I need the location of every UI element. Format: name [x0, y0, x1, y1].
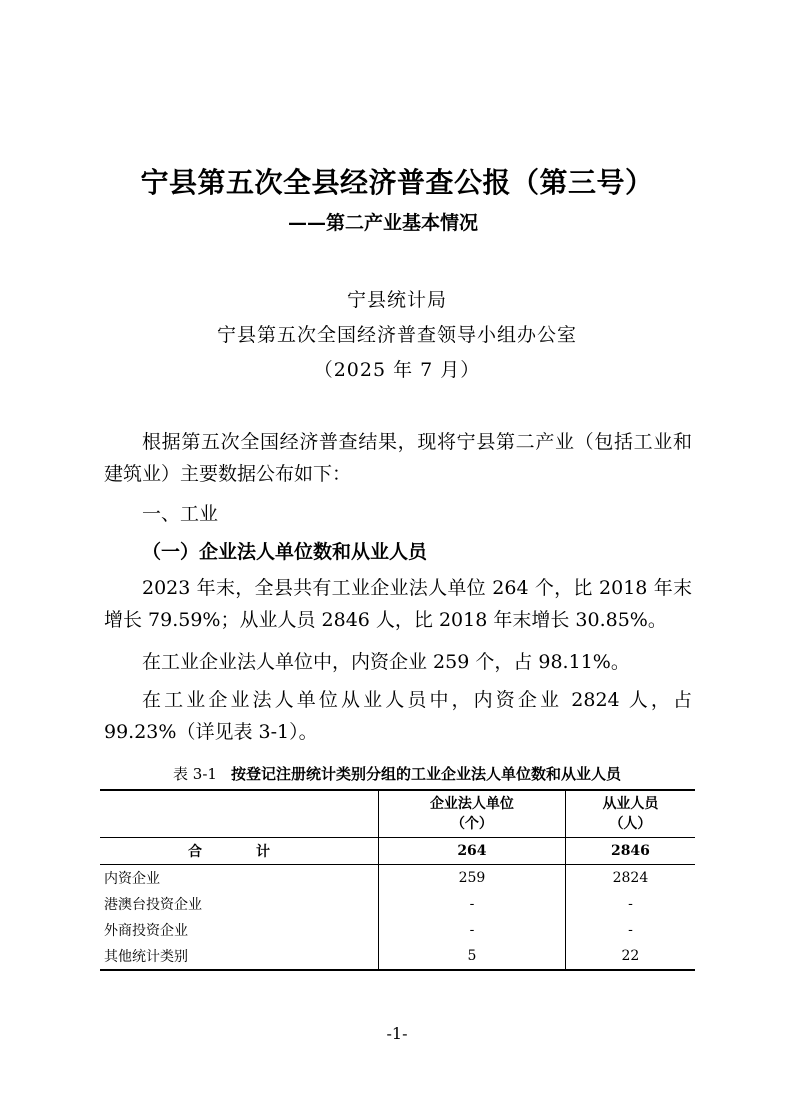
table-row — [100, 917, 695, 943]
section-heading-industry: 一、工业 — [142, 503, 219, 525]
table-row — [100, 943, 695, 970]
table-caption-text: 按登记注册统计类别分组的工业企业法人单位数和从业人员 — [230, 765, 621, 783]
table-cell-label: 其他统计类别 — [100, 943, 379, 970]
issuer-census-office: 宁县第五次全国经济普查领导小组办公室 — [216, 324, 577, 346]
table-cell-label: 港澳台投资企业 — [104, 897, 202, 913]
table-cell-employees: - — [565, 891, 695, 917]
table-cell-label: 合 计 — [100, 838, 379, 865]
issuer-statistics-bureau: 宁县统计局 — [346, 289, 447, 311]
intro-paragraph: 根据第五次全国经济普查结果，现将宁县第二产业（包括工业和建筑业）主要数据公布如下： — [104, 431, 692, 485]
table-cell-employees: 2846 — [565, 838, 695, 865]
table-cell-label: 外商投资企业 — [104, 923, 188, 939]
page-subtitle: ——第二产业基本情况 — [288, 212, 479, 234]
paragraph-domestic-employees: 在工业企业法人单位从业人员中，内资企业 2824 人，占 99.23%（详见表 3-1）。 — [104, 689, 692, 743]
page-title: 宁县第五次全县经济普查公报（第三号） — [140, 166, 654, 199]
table-header-blank — [100, 790, 379, 838]
table-caption — [0, 763, 794, 784]
table-cell-units: 259 — [379, 865, 566, 892]
paragraph-domestic-units: 在工业企业法人单位中，内资企业 259 个，占 98.11%。 — [142, 651, 630, 673]
table-cell-units: 5 — [379, 943, 566, 970]
table-header-row — [100, 790, 695, 838]
table-row — [100, 865, 695, 892]
subsection-heading-units-employees: （一）企业法人单位数和从业人员 — [142, 541, 428, 563]
table-cell-employees: 22 — [565, 943, 695, 970]
paragraph-summary: 2023 年末，全县共有工业企业法人单位 264 个，比 2018 年末增长 79.59%；从业人员 2846 人，比 2018 年末增长 30.85%。 — [104, 577, 692, 631]
table-cell-employees: 2824 — [565, 865, 695, 892]
table-header-units: 企业法人单位 （个） — [379, 790, 566, 838]
publish-date: （2025 年 7 月） — [313, 359, 481, 381]
table-cell-units: - — [379, 891, 566, 917]
table-caption-number: 表 3-1 — [173, 765, 217, 783]
table-cell-units: 264 — [379, 838, 566, 865]
table-row-total — [100, 838, 695, 865]
page-number: -1- — [386, 1024, 408, 1043]
table-cell-units: - — [379, 917, 566, 943]
table-row — [100, 891, 695, 917]
table-header-employees: 从业人员 （人） — [565, 790, 695, 838]
data-table — [100, 789, 695, 971]
table-cell-label: 内资企业 — [104, 871, 160, 887]
table-cell-employees: - — [565, 917, 695, 943]
